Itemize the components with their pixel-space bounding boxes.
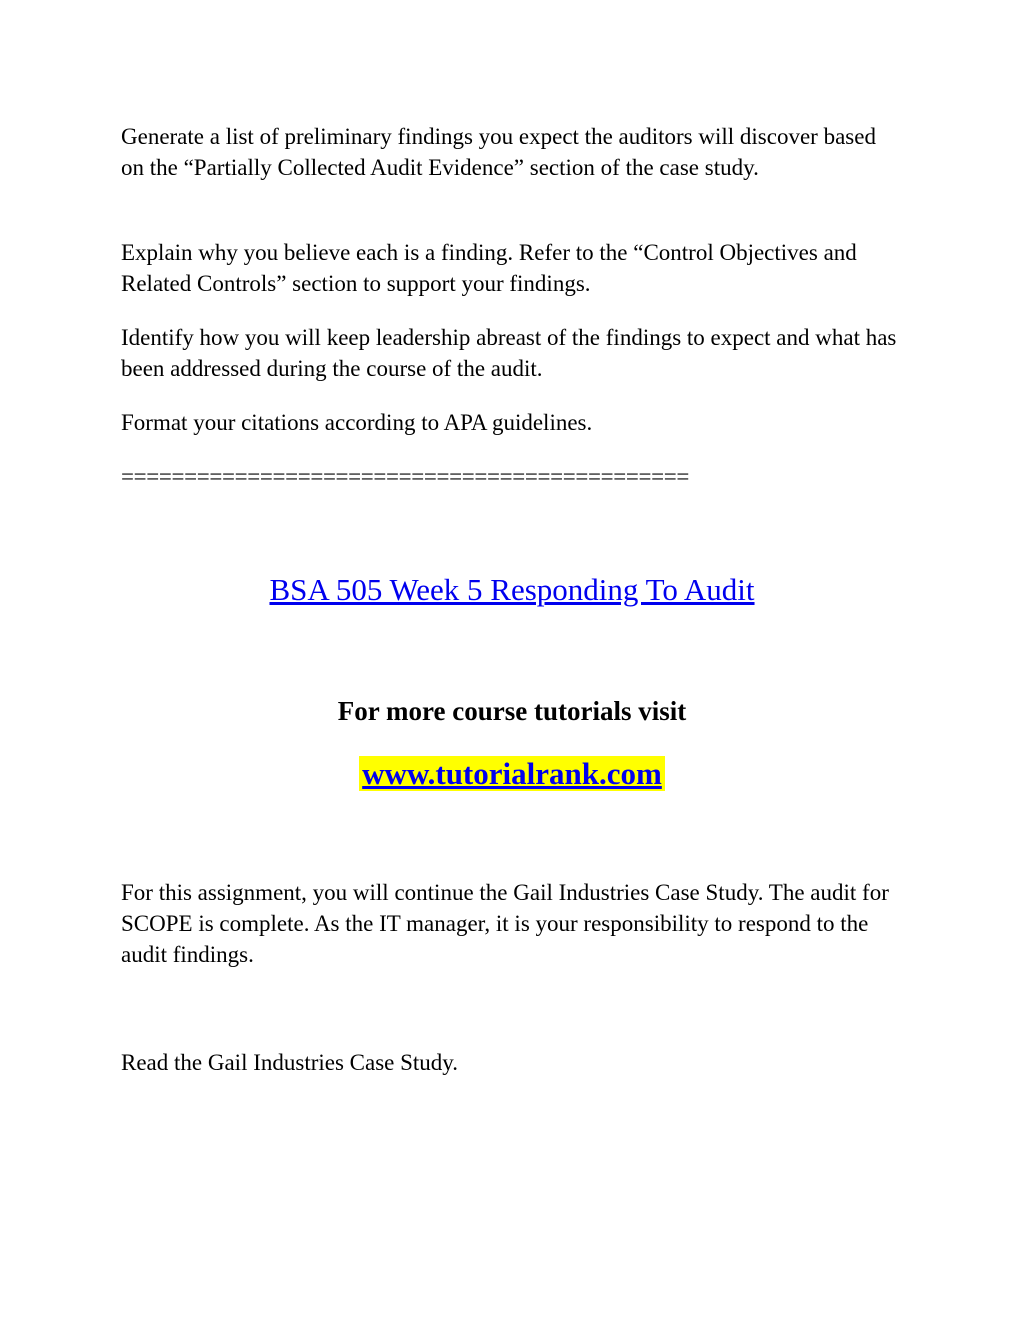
read-case-study-paragraph: Read the Gail Industries Case Study.	[121, 1050, 459, 1075]
course-title-container	[0, 570, 1024, 610]
instruction-paragraph-leadership: Identify how you will keep leadership abreast of the findings to expect and what has been addressed during the course of the audit.	[121, 325, 897, 381]
course-title-link[interactable]: BSA 505 Week 5 Responding To Audit	[269, 572, 755, 607]
instruction-paragraph-explain: Explain why you believe each is a finding. Refer to the “Control Objectives and Related Controls” section to support your findings.	[121, 240, 857, 296]
visit-heading: For more course tutorials visit	[337, 696, 687, 726]
separator-line: =============================================	[121, 464, 689, 489]
tutorialrank-link[interactable]: www.tutorialrank.com	[359, 756, 665, 791]
assignment-paragraph: For this assignment, you will continue the Gail Industries Case Study. The audit for SCOPE is complete. As the IT manager, it is your responsibility to respond to the audit findings.	[121, 880, 889, 967]
instruction-paragraph-citations: Format your citations according to APA guidelines.	[121, 410, 593, 435]
site-link-container	[0, 753, 1024, 795]
instruction-paragraph-findings: Generate a list of preliminary findings you expect the auditors will discover based on the “Partially Collected Audit Evidence” section of the case study.	[121, 124, 876, 180]
